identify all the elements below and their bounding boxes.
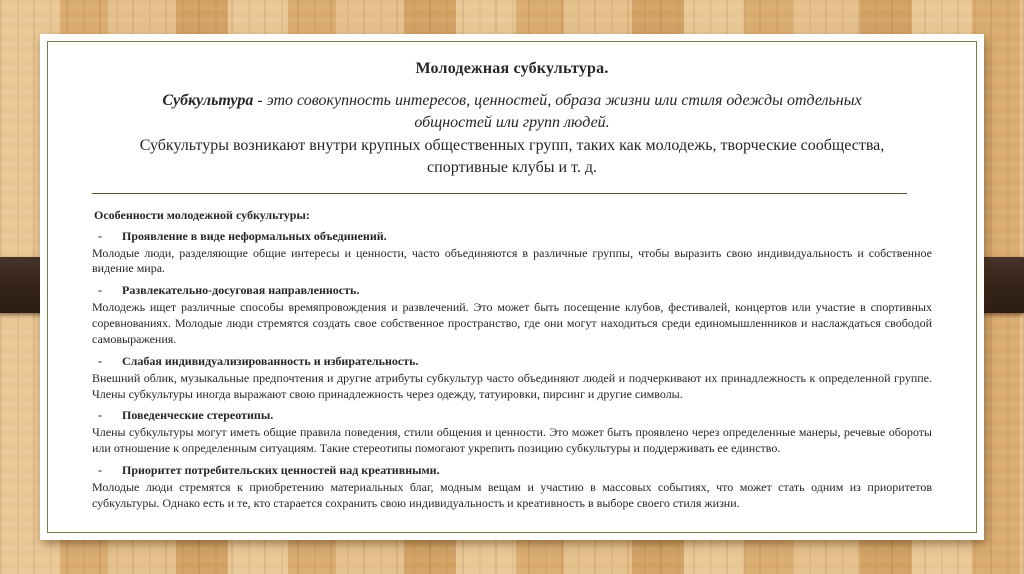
bullet-body: Молодые люди, разделяющие общие интересы и ценности, часто объединяются в различные группы, чтобы выразить свою индивидуальность и собственное видение мира. — [92, 245, 932, 276]
bullet-dash: - — [98, 353, 102, 368]
bullet-body: Члены субкультуры могут иметь общие правила поведения, стили общения и ценности. Это может быть проявлено через определенные манеры, речевые обороты или отношение к определенным ситуациям. Такие стереотипы помогают укрепить позицию субкультуры и поддерживать ее единство. — [92, 425, 932, 456]
intro-paragraph: Субкультуры возникают внутри крупных общественных групп, таких как молодежь, творческие сообщества, спортивные клубы и т. д. — [139, 136, 885, 177]
bullet-item — [92, 408, 932, 423]
definition-term: Субкультура — [162, 92, 254, 109]
definition-paragraph — [142, 90, 881, 135]
bullet-dash: - — [98, 463, 102, 478]
bullet-body: Молодые люди стремятся к приобретению материальных благ, модным вещам и участию в массовых событиях, что может стать одним из приоритетов субкультуры. Однако есть и те, кто старается сохранить свою индивидуальность и креативность в выборе своего стиля жизни. — [92, 480, 932, 510]
bullet-body: Внешний облик, музыкальные предпочтения и другие атрибуты субкультур часто объединяют людей и подчеркивают их принадлежность к определенной группе. Члены субкультуры иногда выражают свою принадлежность через одежду, татуировки, пирсинг и другие символы. — [92, 370, 932, 401]
presentation-slide — [40, 34, 984, 540]
bullet-dash: - — [98, 408, 102, 423]
features-heading: Особенности молодежной субкультуры: — [94, 207, 310, 222]
bullet-item — [92, 463, 932, 478]
bullet-dash: - — [98, 228, 102, 243]
bullet-dash: - — [98, 283, 102, 298]
bullet-item — [92, 229, 932, 244]
bullet-body: Молодежь ищет различные способы времяпровождения и развлечений. Это может быть посещение клубов, фестивалей, концертов или участие в спортивных соревнованиях. Молодые люди стремятся создать свое собственное пространство, где они могут находиться среди единомышленников и наслаждаться свободой самовыражения. — [92, 300, 932, 346]
bullet-title: Поведенческие стереотипы. — [122, 408, 274, 423]
bullet-item — [92, 354, 932, 369]
slide-title: Молодежная субкультура. — [415, 60, 609, 77]
slide-content — [48, 42, 976, 532]
bullet-title: Приоритет потребительских ценностей над креативными. — [122, 463, 440, 478]
definition-text: - это совокупность интересов, ценностей, образа жизни или стиля одежды отдельных общностей или групп людей. — [253, 92, 862, 132]
bullet-item — [92, 283, 932, 298]
bullet-title: Слабая индивидуализированность и избирательность. — [122, 353, 419, 368]
divider-line — [92, 193, 907, 194]
bullet-title: Проявление в виде неформальных объединений. — [122, 228, 387, 243]
bullet-title: Развлекательно-досуговая направленность. — [122, 283, 360, 298]
